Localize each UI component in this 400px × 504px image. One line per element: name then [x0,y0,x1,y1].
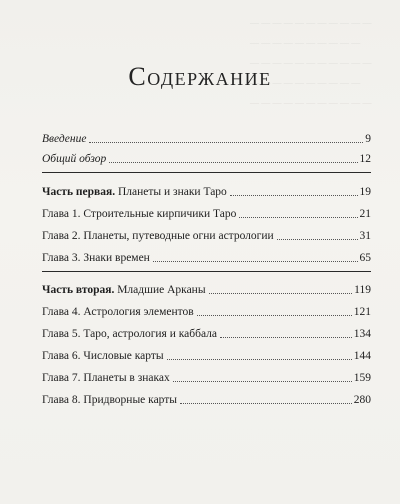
toc-entry-page: 121 [353,306,371,318]
toc-entry-page: 134 [353,328,371,340]
toc-entry-label: Глава 6. Числовые карты [42,350,164,362]
toc-entry-page: 31 [359,230,371,242]
leader-dots [167,358,352,360]
leader-dots [277,238,358,240]
toc-entry[interactable] [42,391,371,407]
toc-entry[interactable] [42,205,371,221]
toc-entry-page: 119 [354,284,371,296]
leader-dots [197,314,352,316]
toc-entry[interactable] [42,227,371,243]
leader-dots [173,380,352,382]
toc-entry-page: 144 [353,350,371,362]
toc-entry[interactable] [42,303,371,319]
toc-entry-page: 280 [353,394,371,406]
toc-entry-page: 65 [359,252,371,264]
leader-dots [89,141,363,143]
leader-dots [109,161,357,163]
toc-entry[interactable] [42,369,371,385]
part-title: Планеты и знаки Таро [117,186,227,198]
show-through-text: — — — — — — — — — — — [250,98,372,108]
section-divider [42,172,371,173]
toc-entry-label: Глава 2. Планеты, путеводные огни астрологии [42,230,274,242]
toc-entry-page: 21 [359,208,371,220]
toc-entry-page: 19 [359,186,371,198]
show-through-text: — — — — — — — — — — — [250,58,372,68]
leader-dots [153,260,358,262]
leader-dots [209,292,353,294]
toc-entry-label: Общий обзор [42,153,107,165]
toc-entry[interactable] [42,130,371,146]
toc-part-entry[interactable] [42,183,371,199]
toc-part-label [42,186,228,199]
leader-dots [180,402,352,404]
section-divider [42,271,371,272]
toc-entry-label: Глава 8. Придворные карты [42,394,178,406]
leader-dots [239,216,357,218]
page-title: Содержание [128,62,272,91]
toc-entry-label: Введение [42,133,87,145]
part-title: Младшие Арканы [117,284,206,296]
show-through-text: — — — — — — — — — — [250,38,361,48]
toc-entry-label: Глава 7. Планеты в знаках [42,372,170,384]
toc-entry-label: Глава 5. Таро, астрология и каббала [42,328,218,340]
toc-part-entry[interactable] [42,281,371,297]
part-prefix: Часть вторая. [42,284,115,296]
toc-entry-label: Глава 3. Знаки времен [42,252,150,264]
toc-entry-page: 12 [359,153,371,165]
toc-entry-page: 159 [353,372,371,384]
leader-dots [230,194,358,196]
toc-entry-label: Глава 4. Астрология элементов [42,306,194,318]
part-prefix: Часть первая. [42,186,116,198]
leader-dots [220,336,352,338]
toc-entry-page: 9 [365,133,371,145]
toc-entry[interactable] [42,325,371,341]
toc-entry-label: Глава 1. Строительные кирпичики Таро [42,208,237,220]
show-through-text: — — — — — — — — — — — [250,18,372,28]
toc-entry[interactable] [42,150,371,166]
toc-part-label [42,284,207,297]
toc-entry[interactable] [42,347,371,363]
toc-entry[interactable] [42,249,371,265]
show-through-text: — — — — — — — — — — [250,78,361,88]
